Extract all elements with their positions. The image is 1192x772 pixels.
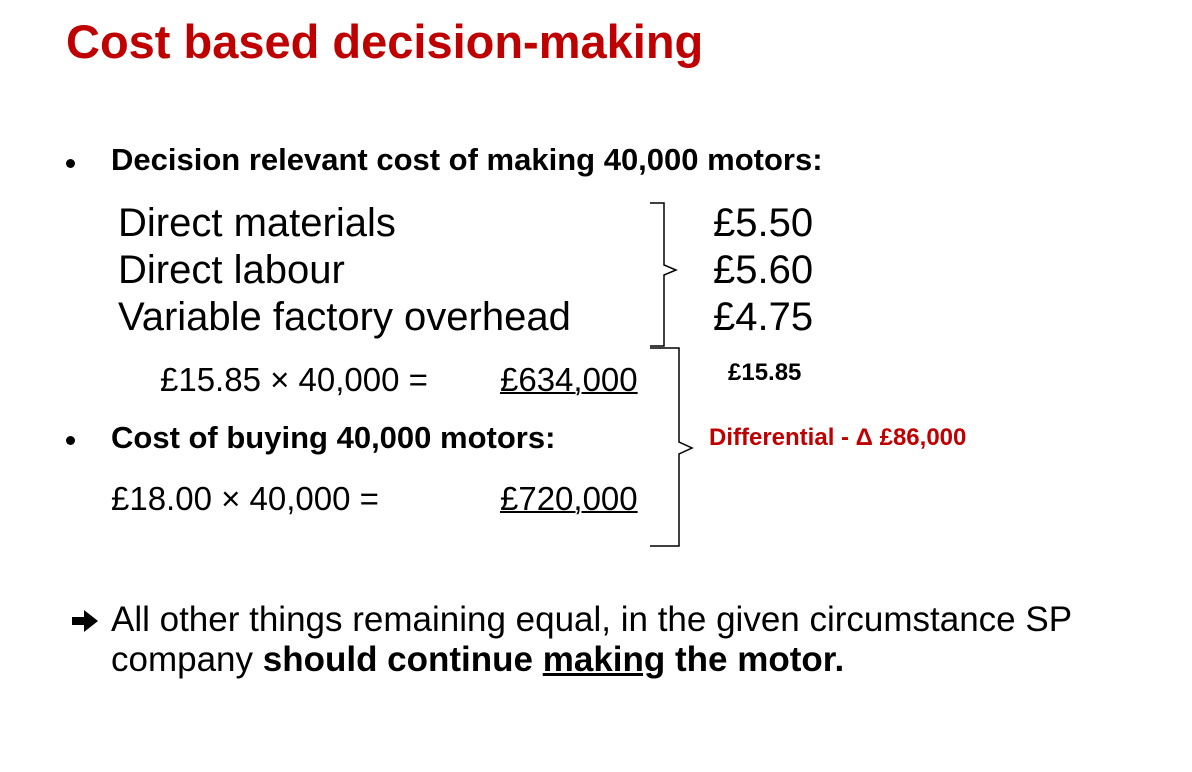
buy-calculation: £18.00 × 40,000 =	[111, 480, 379, 517]
make-total: £634,000	[500, 361, 638, 398]
cost-item-value: £5.60	[713, 248, 814, 292]
differential-label: Differential - Δ £86,000	[709, 424, 967, 451]
conclusion-bold-text: should continue	[262, 640, 543, 679]
conclusion-underlined-text: making	[542, 640, 666, 679]
make-heading: Decision relevant cost of making 40,000 motors:	[111, 142, 823, 177]
cost-item-label: Direct labour	[118, 248, 345, 292]
conclusion-line-2	[111, 640, 844, 680]
cost-item-value: £4.75	[713, 295, 814, 339]
cost-item-value: £5.50	[713, 201, 814, 245]
buy-heading: Cost of buying 40,000 motors:	[111, 420, 556, 455]
cost-item-label: Direct materials	[118, 201, 396, 245]
buy-total: £720,000	[500, 480, 638, 517]
page-title: Cost based decision-making	[66, 15, 704, 68]
right-arrow-icon	[70, 608, 100, 634]
cost-item-label: Variable factory overhead	[118, 295, 571, 339]
conclusion-plain-text: company	[111, 640, 263, 679]
conclusion-line-1: All other things remaining equal, in the given circumstance SP	[111, 600, 1073, 639]
make-calculation: £15.85 × 40,000 =	[160, 361, 428, 398]
conclusion-bold-end: the motor.	[665, 640, 845, 679]
unit-cost-subtotal: £15.85	[728, 359, 802, 386]
